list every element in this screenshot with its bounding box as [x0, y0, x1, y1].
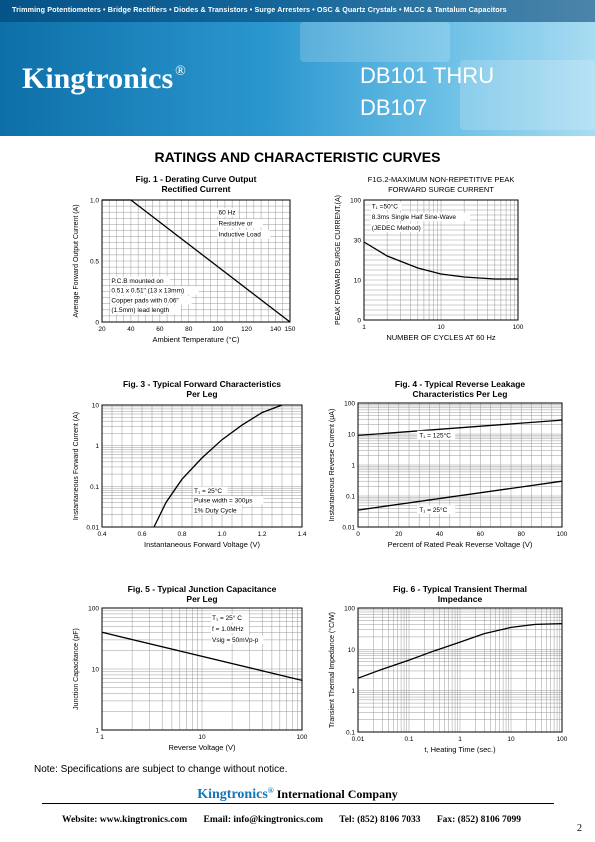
x-axis-label: Ambient Temperature (°C) — [152, 335, 240, 344]
x-axis-label: Percent of Rated Peak Reverse Voltage (V) — [387, 540, 533, 549]
annotation-text: 0.51 x 0.51" (13 x 13mm) — [111, 287, 185, 295]
x-tick-label: 140 — [270, 326, 281, 333]
x-tick-label: 1 — [458, 736, 462, 743]
reverse-leakage-chart — [320, 375, 568, 560]
x-tick-label: 40 — [127, 326, 135, 333]
model-line-1: DB101 THRU — [360, 63, 495, 88]
junction-capacitance-chart — [60, 580, 308, 760]
footer-registered: ® — [267, 786, 274, 795]
annotation-text: Copper pads with 0.06" — [111, 297, 179, 305]
annotation-text: T₁ = 25° C — [212, 615, 242, 623]
x-tick-label: 150 — [284, 326, 296, 333]
x-tick-label: 1.2 — [257, 531, 267, 538]
x-tick-label: 10 — [507, 736, 515, 743]
x-tick-label: 1 — [100, 734, 104, 741]
x-tick-label: 1.4 — [297, 531, 307, 538]
annotation-text: P.C.B mounted on — [111, 277, 164, 285]
annotation-text: 1% Duty Cycle — [194, 507, 237, 515]
thermal-impedance-chart — [320, 580, 568, 760]
y-tick-label: 1 — [351, 688, 355, 696]
chart-title: Rectified Current — [161, 184, 231, 194]
x-tick-label: 100 — [556, 736, 568, 743]
registered-mark: ® — [175, 64, 186, 79]
annotation-text: (1.5mm) lead length — [111, 307, 170, 315]
annotation-text: (JEDEC Method) — [371, 225, 421, 232]
y-tick-label: 30 — [353, 237, 361, 245]
x-tick-label: 80 — [517, 531, 525, 538]
y-tick-label: 1.0 — [89, 197, 99, 205]
fax: Fax: (852) 8106 7099 — [436, 815, 521, 825]
component-photo — [300, 22, 450, 62]
x-tick-label: 60 — [476, 531, 485, 538]
brand-name: Kingtronics — [22, 62, 174, 95]
x-tick-label: 1.0 — [217, 531, 227, 538]
product-strip — [0, 0, 595, 22]
product-strip-text: Trimming Potentiometers • Bridge Rectifiers • Diodes & Transistors • Surge Arresters • OSC & Quartz Crystals • MLCC & Tantalum Capacitors — [12, 5, 507, 14]
x-axis-label: Reverse Voltage (V) — [168, 743, 236, 752]
footer-brand: Kingtronics — [197, 787, 268, 802]
y-tick-label: 100 — [344, 400, 355, 408]
brand-logo — [22, 62, 184, 96]
figure-1 — [60, 170, 300, 350]
annotation-text: Vsig = 50mVp-p — [212, 637, 259, 645]
annotation-text: f = 1.0MHz — [212, 626, 244, 634]
y-axis-label: PEAK FORWARD SURGE CURRENT,(A) — [335, 195, 342, 325]
annotation-text: 60 Hz — [218, 209, 236, 217]
series-label: T₁ = 125°C — [419, 432, 451, 440]
x-tick-label: 10 — [198, 734, 206, 741]
y-tick-label: 100 — [344, 605, 355, 613]
series-label: T₁ = 25°C — [419, 507, 448, 515]
y-tick-label: 10 — [353, 277, 361, 285]
chart-title: Fig. 5 - Typical Junction Capacitance — [127, 584, 277, 594]
x-tick-label: 0 — [356, 531, 360, 538]
x-tick-label: 100 — [512, 324, 524, 331]
x-tick-label: 0.8 — [177, 531, 187, 538]
footer-company: International Company — [276, 787, 398, 801]
telephone: Tel: (852) 8106 7033 — [339, 815, 421, 825]
annotation-text: 8.3ms Single Half Sine-Wave — [371, 214, 456, 222]
figure-3 — [60, 375, 307, 560]
x-tick-label: 20 — [98, 326, 106, 333]
chart-title: Per Leg — [186, 389, 218, 399]
x-tick-label: 100 — [556, 531, 568, 538]
y-tick-label: 1 — [95, 443, 99, 451]
y-tick-label: 0 — [357, 317, 361, 325]
x-tick-label: 80 — [185, 326, 193, 333]
y-tick-label: 100 — [350, 197, 361, 205]
x-axis-label: t, Heating Time (sec.) — [424, 745, 496, 754]
chart-title: Fig. 6 - Typical Transient Thermal — [393, 584, 527, 594]
x-axis-label: NUMBER OF CYCLES AT 60 Hz — [386, 333, 496, 342]
model-title — [360, 60, 494, 124]
y-tick-label: 0 — [95, 319, 99, 327]
chart-title: FORWARD SURGE CURRENT — [388, 185, 494, 194]
forward-characteristics-chart — [60, 375, 307, 560]
x-tick-label: 100 — [212, 326, 224, 333]
x-tick-label: 0.1 — [404, 736, 414, 743]
email-link[interactable]: Email: info@kingtronics.com — [203, 815, 324, 825]
y-tick-label: 0.1 — [345, 493, 355, 501]
y-axis-label: Instantaneous Reverse Current (μA) — [329, 408, 336, 522]
y-axis-label: Junction Capacitance (pF) — [73, 628, 80, 710]
chart-title: Characteristics Per Leg — [412, 389, 508, 399]
figure-5 — [60, 580, 308, 760]
x-tick-label: 100 — [296, 734, 308, 741]
spec-note: Note: Specifications are subject to change without notice. — [34, 764, 288, 775]
x-tick-label: 0.6 — [137, 531, 147, 538]
y-tick-label: 10 — [347, 431, 355, 439]
surge-current-chart — [320, 170, 560, 350]
y-tick-label: 0.01 — [342, 524, 355, 532]
y-tick-label: 1 — [95, 727, 99, 735]
x-tick-label: 120 — [241, 326, 253, 333]
chart-title: Fig. 4 - Typical Reverse Leakage — [394, 379, 526, 389]
annotation-text: T₁ =50°C — [371, 203, 398, 211]
annotation-text: T₁ = 25°C — [194, 487, 223, 495]
x-tick-label: 60 — [156, 326, 164, 333]
y-tick-label: 100 — [88, 605, 99, 613]
chart-title: Fig. 3 - Typical Forward Characteristics — [122, 379, 282, 389]
x-axis-label: Instantaneous Forward Voltage (V) — [144, 540, 260, 549]
x-tick-label: 0.01 — [351, 736, 365, 743]
model-line-2: DB107 — [360, 95, 428, 120]
figure-4 — [320, 375, 568, 560]
y-axis-label: Transient Thermal Impedance (°C/W) — [329, 611, 336, 729]
y-tick-label: 10 — [91, 666, 99, 674]
y-tick-label: 0.01 — [86, 524, 99, 532]
chart-title: F1G.2-MAXIMUM NON-REPETITIVE PEAK — [367, 175, 515, 184]
page-number: 2 — [577, 823, 582, 834]
y-tick-label: 10 — [347, 646, 355, 654]
figure-2 — [320, 170, 560, 350]
page-title: RATINGS AND CHARACTERISTIC CURVES — [154, 149, 441, 165]
website-link[interactable]: Website: www.kingtronics.com — [62, 815, 188, 825]
annotation-text: Resistive or — [218, 220, 253, 228]
footer-divider — [42, 803, 554, 804]
header-banner — [0, 0, 595, 136]
chart-title: Per Leg — [186, 594, 218, 604]
x-tick-label: 20 — [395, 531, 403, 538]
x-tick-label: 40 — [435, 531, 444, 538]
annotation-text: Inductive Load — [218, 231, 261, 239]
y-tick-label: 10 — [91, 402, 99, 410]
y-axis-label: Average Forward Output Current (A) — [73, 204, 80, 318]
y-tick-label: 0.5 — [89, 258, 99, 266]
annotation-text: Pulse width = 300μs — [194, 497, 253, 505]
chart-title: Fig. 1 - Derating Curve Output — [135, 174, 257, 184]
x-tick-label: 10 — [437, 324, 445, 331]
y-tick-label: 0.1 — [89, 483, 99, 491]
y-tick-label: 0.1 — [345, 729, 355, 737]
chart-title: Impedance — [437, 594, 483, 604]
y-tick-label: 1 — [351, 462, 355, 470]
y-axis-label: Instantaneous Forward Current (A) — [73, 411, 80, 521]
derating-chart — [60, 170, 300, 350]
x-tick-label: 1 — [362, 324, 366, 331]
figure-6 — [320, 580, 568, 760]
contact-line — [62, 815, 535, 825]
footer-logo — [0, 786, 595, 803]
x-tick-label: 0.4 — [97, 531, 107, 538]
